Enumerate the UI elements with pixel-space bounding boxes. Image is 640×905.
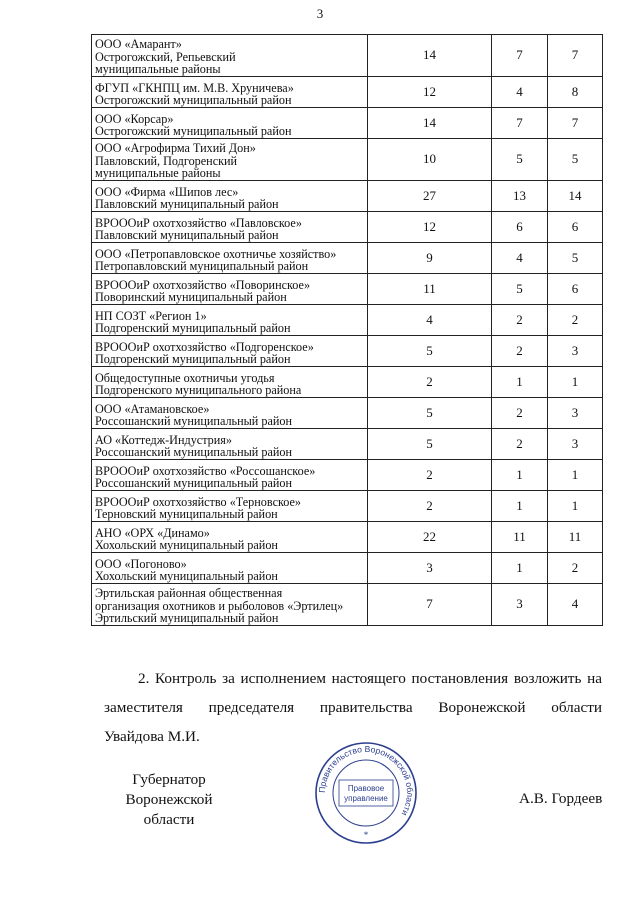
col2-cell: 1 bbox=[492, 367, 548, 398]
total-cell: 5 bbox=[368, 398, 492, 429]
organization-line: ВРОООиР охотхозяйство «Павловское» bbox=[95, 215, 302, 230]
paragraph-word: заместителя bbox=[104, 699, 183, 716]
organization-cell bbox=[92, 108, 368, 139]
stamp-star-icon: * bbox=[363, 830, 369, 840]
organization-line: муниципальные районы bbox=[95, 62, 221, 77]
organization-cell bbox=[92, 77, 368, 108]
table-row bbox=[92, 77, 603, 108]
organization-line: Острогожский муниципальный район bbox=[95, 124, 292, 139]
organization-line: Россошанский муниципальный район bbox=[95, 476, 293, 491]
table-row bbox=[92, 429, 603, 460]
organization-line: Хохольский муниципальный район bbox=[95, 538, 278, 553]
total-cell: 22 bbox=[368, 522, 492, 553]
organization-line: организация охотников и рыболовов «Эртилец» bbox=[95, 598, 344, 613]
col2-cell: 5 bbox=[492, 139, 548, 181]
total-cell: 5 bbox=[368, 336, 492, 367]
col3-cell: 5 bbox=[548, 243, 603, 274]
organization-line: Россошанский муниципальный район bbox=[95, 414, 293, 429]
col3-cell: 1 bbox=[548, 491, 603, 522]
table-row bbox=[92, 212, 603, 243]
total-cell: 12 bbox=[368, 77, 492, 108]
total-cell: 5 bbox=[368, 429, 492, 460]
signatory-title-line-1: Губернатор bbox=[132, 771, 206, 788]
col3-cell: 8 bbox=[548, 77, 603, 108]
table-row bbox=[92, 274, 603, 305]
paragraph-word: правительства bbox=[319, 699, 413, 716]
organization-line: Острогожский муниципальный район bbox=[95, 93, 292, 108]
total-cell: 2 bbox=[368, 491, 492, 522]
organization-line: ООО «Корсар» bbox=[95, 111, 174, 126]
col2-cell: 2 bbox=[492, 336, 548, 367]
col2-cell: 1 bbox=[492, 460, 548, 491]
col2-cell: 7 bbox=[492, 35, 548, 77]
col2-cell: 11 bbox=[492, 522, 548, 553]
organization-line: Подгоренского муниципального района bbox=[95, 383, 302, 398]
total-cell: 12 bbox=[368, 212, 492, 243]
col2-cell: 5 bbox=[492, 274, 548, 305]
col3-cell: 1 bbox=[548, 367, 603, 398]
paragraph-word: области bbox=[551, 699, 602, 716]
col3-cell: 14 bbox=[548, 181, 603, 212]
organization-line: Подгоренский муниципальный район bbox=[95, 352, 291, 367]
table-row bbox=[92, 243, 603, 274]
table-row bbox=[92, 305, 603, 336]
table-body bbox=[92, 35, 603, 626]
stamp-outer-ring bbox=[316, 743, 416, 843]
organization-line: Острогожский, Репьевский bbox=[95, 49, 236, 64]
organization-cell bbox=[92, 274, 368, 305]
organization-line: НП СОЗТ «Регион 1» bbox=[95, 308, 207, 323]
organization-cell bbox=[92, 553, 368, 584]
table-row bbox=[92, 181, 603, 212]
col2-cell: 4 bbox=[492, 77, 548, 108]
organization-line: Павловский, Подгоренский bbox=[95, 153, 238, 168]
col3-cell: 3 bbox=[548, 429, 603, 460]
total-cell: 2 bbox=[368, 460, 492, 491]
paragraph-line-2 bbox=[104, 693, 602, 722]
col2-cell: 1 bbox=[492, 491, 548, 522]
stamp-ring-textpath: Правительство Воронежской области bbox=[316, 743, 416, 818]
total-cell: 3 bbox=[368, 553, 492, 584]
paragraph-line-1: 2. Контроль за исполнением настоящего постановления возложить на bbox=[138, 670, 602, 687]
organization-line: Павловский муниципальный район bbox=[95, 197, 279, 212]
organization-line: Петропавловский муниципальный район bbox=[95, 259, 309, 274]
table-row bbox=[92, 108, 603, 139]
organization-cell bbox=[92, 243, 368, 274]
organization-line: Общедоступные охотничьи угодья bbox=[95, 370, 275, 385]
table-row bbox=[92, 35, 603, 77]
official-stamp bbox=[313, 740, 419, 846]
signatory-title bbox=[104, 770, 234, 830]
table-row bbox=[92, 139, 603, 181]
organization-cell bbox=[92, 367, 368, 398]
total-cell: 11 bbox=[368, 274, 492, 305]
organization-line: Павловский муниципальный район bbox=[95, 228, 279, 243]
stamp-center-line-2: управление bbox=[344, 794, 388, 803]
table-row bbox=[92, 553, 603, 584]
stamp-inner-ring bbox=[333, 760, 399, 826]
organization-line: ВРОООиР охотхозяйство «Терновское» bbox=[95, 494, 302, 509]
organization-line: ООО «Атамановское» bbox=[95, 401, 210, 416]
organization-line: Подгоренский муниципальный район bbox=[95, 321, 291, 336]
col3-cell: 2 bbox=[548, 305, 603, 336]
paragraph-word: председателя bbox=[208, 699, 295, 716]
page-number: 3 bbox=[316, 6, 324, 21]
organization-line: Россошанский муниципальный район bbox=[95, 445, 293, 460]
col3-cell: 6 bbox=[548, 274, 603, 305]
total-cell: 7 bbox=[368, 584, 492, 626]
col2-cell: 2 bbox=[492, 429, 548, 460]
organization-line: ООО «Погоново» bbox=[95, 556, 187, 571]
organization-cell bbox=[92, 522, 368, 553]
col2-cell: 4 bbox=[492, 243, 548, 274]
table-row bbox=[92, 522, 603, 553]
col3-cell: 1 bbox=[548, 460, 603, 491]
organization-cell bbox=[92, 139, 368, 181]
organization-line: ООО «Фирма «Шипов лес» bbox=[95, 184, 239, 199]
organization-cell bbox=[92, 429, 368, 460]
organization-cell bbox=[92, 398, 368, 429]
organization-cell bbox=[92, 491, 368, 522]
organization-line: ООО «Амарант» bbox=[95, 37, 182, 52]
col2-cell: 7 bbox=[492, 108, 548, 139]
table-row bbox=[92, 336, 603, 367]
col3-cell: 6 bbox=[548, 212, 603, 243]
organization-line: ВРОООиР охотхозяйство «Поворинское» bbox=[95, 277, 311, 292]
col3-cell: 7 bbox=[548, 108, 603, 139]
organization-line: ООО «Петропавловское охотничье хозяйство» bbox=[95, 246, 337, 261]
organization-line: Поворинский муниципальный район bbox=[95, 290, 287, 305]
organization-line: Терновский муниципальный район bbox=[95, 507, 278, 522]
table-row bbox=[92, 367, 603, 398]
col3-cell: 3 bbox=[548, 398, 603, 429]
total-cell: 27 bbox=[368, 181, 492, 212]
organization-line: муниципальные районы bbox=[95, 166, 221, 181]
total-cell: 4 bbox=[368, 305, 492, 336]
col3-cell: 7 bbox=[548, 35, 603, 77]
col3-cell: 5 bbox=[548, 139, 603, 181]
paragraph-word: Воронежской bbox=[438, 699, 526, 716]
organization-cell bbox=[92, 181, 368, 212]
col2-cell: 2 bbox=[492, 398, 548, 429]
col2-cell: 3 bbox=[492, 584, 548, 626]
hunting-quota-table bbox=[91, 34, 603, 626]
col2-cell: 13 bbox=[492, 181, 548, 212]
organization-line: Эртильская районная общественная bbox=[95, 586, 283, 601]
organization-line: ФГУП «ГКНПЦ им. М.В. Хруничева» bbox=[95, 80, 294, 95]
organization-line: АО «Коттедж-Индустрия» bbox=[95, 432, 232, 447]
organization-cell bbox=[92, 212, 368, 243]
col3-cell: 11 bbox=[548, 522, 603, 553]
organization-line: АНО «ОРХ «Динамо» bbox=[95, 525, 210, 540]
table-row bbox=[92, 584, 603, 626]
total-cell: 2 bbox=[368, 367, 492, 398]
stamp-center-line-1: Правовое bbox=[347, 784, 385, 793]
col2-cell: 1 bbox=[492, 553, 548, 584]
col3-cell: 4 bbox=[548, 584, 603, 626]
organization-cell bbox=[92, 460, 368, 491]
total-cell: 14 bbox=[368, 108, 492, 139]
table-row bbox=[92, 398, 603, 429]
organization-line: ВРОООиР охотхозяйство «Россошанское» bbox=[95, 463, 316, 478]
col2-cell: 6 bbox=[492, 212, 548, 243]
col3-cell: 2 bbox=[548, 553, 603, 584]
signatory-title-line-2: Воронежской области bbox=[125, 791, 213, 828]
organization-cell bbox=[92, 584, 368, 626]
organization-cell bbox=[92, 35, 368, 77]
stamp-ring-text bbox=[317, 744, 415, 818]
organization-line: ВРОООиР охотхозяйство «Подгоренское» bbox=[95, 339, 314, 354]
organization-cell bbox=[92, 336, 368, 367]
paragraph-line-3: Увайдова М.И. bbox=[104, 728, 200, 745]
total-cell: 10 bbox=[368, 139, 492, 181]
organization-cell bbox=[92, 305, 368, 336]
total-cell: 9 bbox=[368, 243, 492, 274]
organization-line: Эртильский муниципальный район bbox=[95, 611, 279, 626]
table-row bbox=[92, 491, 603, 522]
table-row bbox=[92, 460, 603, 491]
control-paragraph bbox=[104, 664, 602, 751]
organization-line: Хохольский муниципальный район bbox=[95, 569, 278, 584]
total-cell: 14 bbox=[368, 35, 492, 77]
organization-line: ООО «Агрофирма Тихий Дон» bbox=[95, 141, 256, 156]
signatory-name: А.В. Гордеев bbox=[519, 790, 603, 807]
col3-cell: 3 bbox=[548, 336, 603, 367]
col2-cell: 2 bbox=[492, 305, 548, 336]
